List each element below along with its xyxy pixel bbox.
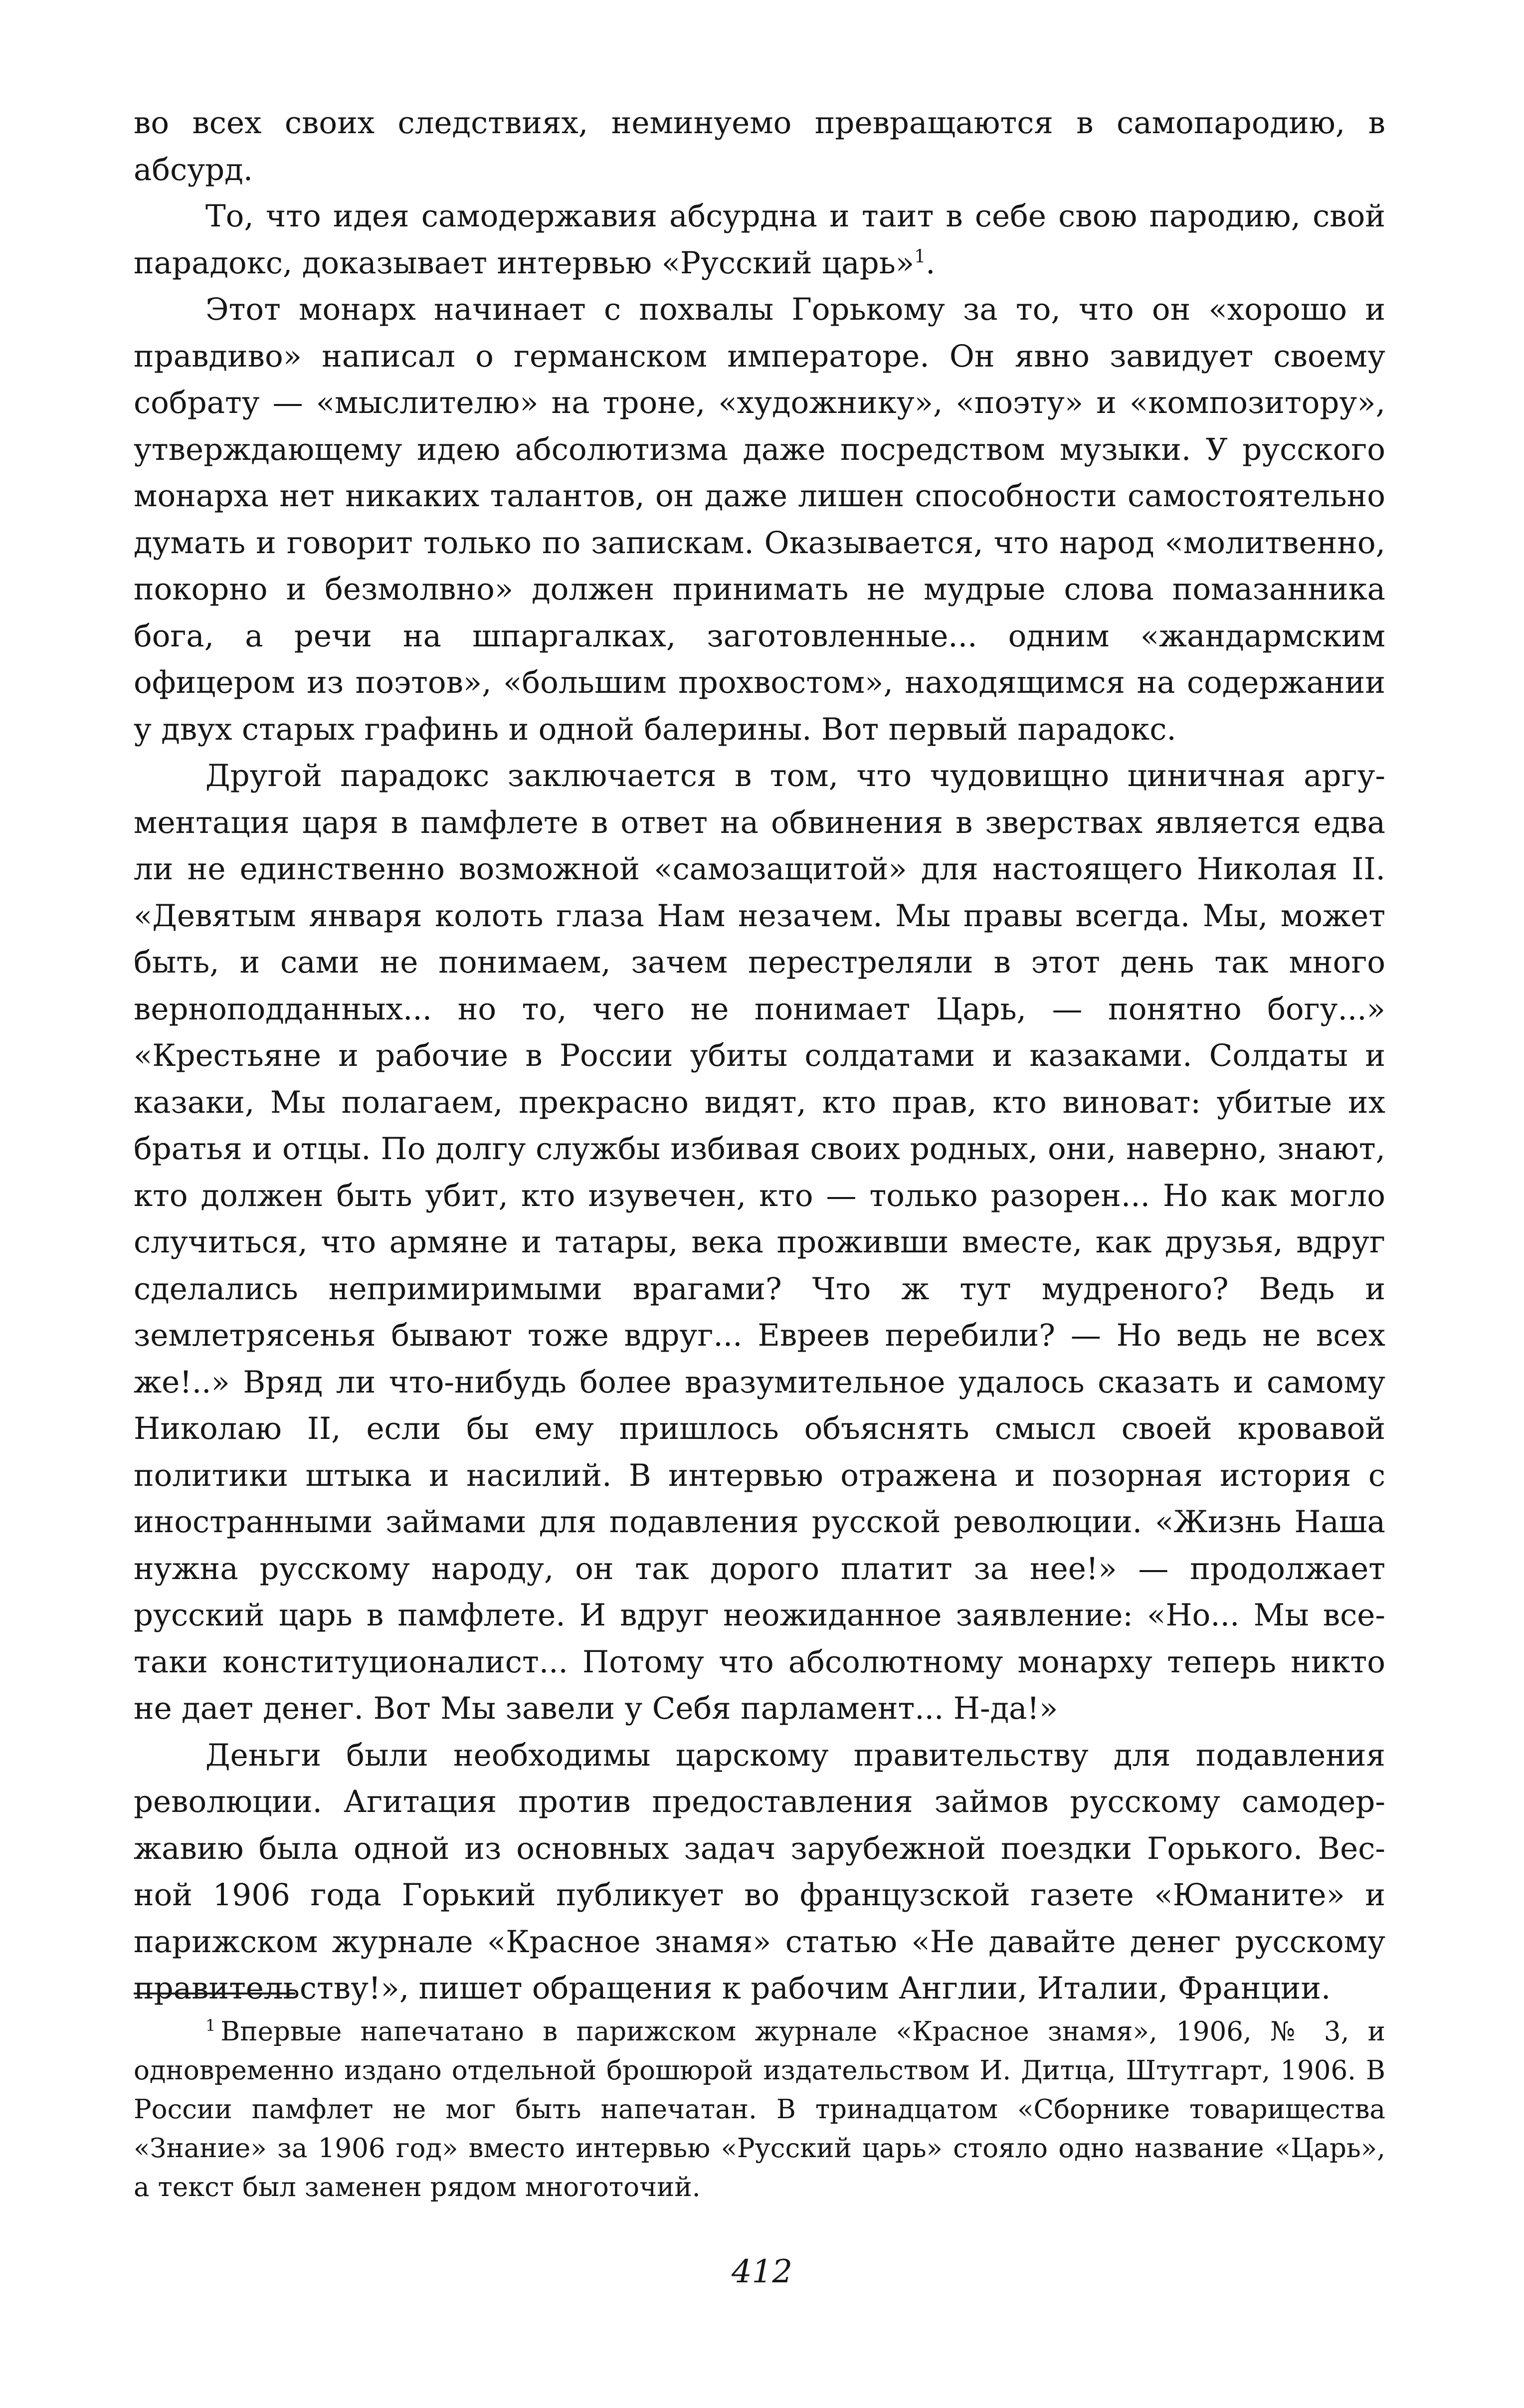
footnote-ref[interactable]: 1: [914, 246, 926, 267]
paragraph-text-end: .: [926, 245, 936, 281]
main-text: [134, 100, 1385, 2012]
page-number: 412: [731, 2253, 793, 2290]
footnote-marker: 1: [205, 2015, 216, 2035]
footnote: [134, 2012, 1385, 2207]
paragraph: во всех своих следствиях, неминуемо превращаются в самопародию, в абсурд.: [134, 105, 1385, 188]
footnote-divider: [134, 1993, 295, 1995]
paragraph: Другой парадокс заключается в том, что чудовищно циничная аргументация царя в памфлете в ответ на обвинения в зверствах является едва ли не единственно возможной «самозащитой» для настоящего Николая II. «Девятым января колоть глаза Нам незачем. Мы правы всегда. Мы, может быть, и сами не понимаем, зачем перестреляли в этот день так много верноподданных... но то, чего не понимает Царь, — понятно богу...» «Крестьяне и рабочие в России убиты солдатами и казаками. Солдаты и казаки, Мы полагаем, прекрасно видят, кто прав, кто виноват: убитые их братья и отцы. По долгу службы избивая своих родных, они, наверно, знают, кто должен быть убит, кто изувечен, кто — только разорен... Но как могло случиться, что армяне и татары, века проживши вместе, как друзья, вдруг сделались непримиримыми врагами? Что ж тут мудреного? Ведь и землетрясенья бывают тоже вдруг... Евреев перебили? — Но ведь не всех же!..» Вряд ли что-нибудь более вразумительное удалось сказать и самому Николаю II, если бы ему пришлось объяснять смысл своей кровавой политики штыка и насилий. В интервью отражена и позорная история с иностранными займами для подавления русской революции. «Жизнь Наша нужна русскому народу, он так дорого платит за нее!» — продолжает русский царь в памфлете. И вдруг неожиданное заявление: «Но... Мы все-таки конституционалист... Потому что абсолютному монарху теперь никто не дает денег. Вот Мы завели у Себя парламент... Н-да!»: [134, 758, 1385, 1726]
paragraph: Деньги были необходимы царскому правительству для подавления революции. Агитация против предоставления займов русскому самодержавию была одной из основных задач зарубежной поездки Горького. Весной 1906 года Горький публикует во французской газете «Юманите» и парижском журнале «Красное знамя» статью «Не давайте денег русскому правительству!», пишет обращения к рабочим Англии, Италии, Франции.: [134, 1737, 1385, 2006]
footnote-text: Впервые напечатано в парижском журнале «Красное знамя», 1906, № 3, и одновременно издано отдельной брошюрой издательством И. Дитца, Штутгарт, 1906. В России памфлет не мог быть напечатан. В тринадцатом «Сборнике товарищества «Знание» за 1906 год» вместо интервью «Русский царь» стояло одно название «Царь», а текст был заменен рядом многоточий.: [134, 2016, 1385, 2203]
paragraph-text: То, что идея самодержавия абсурдна и таит в себе свою пародию, свой парадокс, доказывает интервью «Русский царь»: [134, 199, 1385, 281]
paragraph: Этот монарх начинает с похвалы Горькому за то, что он «хорошо и правдиво» написал о германском императоре. Он явно завидует своему собрату — «мыслителю» на троне, «художнику», «поэту» и «композитору», утверждающему идею абсолютизма даже посредством музыки. У русского монарха нет никаких талантов, он даже лишен способности самостоятельно думать и говорит только по запискам. Оказывается, что народ «молитвенно, покорно и безмолвно» должен принимать не мудрые слова помазанника бога, а речи на шпаргалках, заготовленные... одним «жандармским офицером из поэтов», «большим прохвостом», находящимся на содержании у двух старых графинь и одной балерины. Вот первый парадокс.: [134, 292, 1385, 747]
footnotes: [134, 2012, 1385, 2207]
paragraph: [134, 193, 1385, 286]
